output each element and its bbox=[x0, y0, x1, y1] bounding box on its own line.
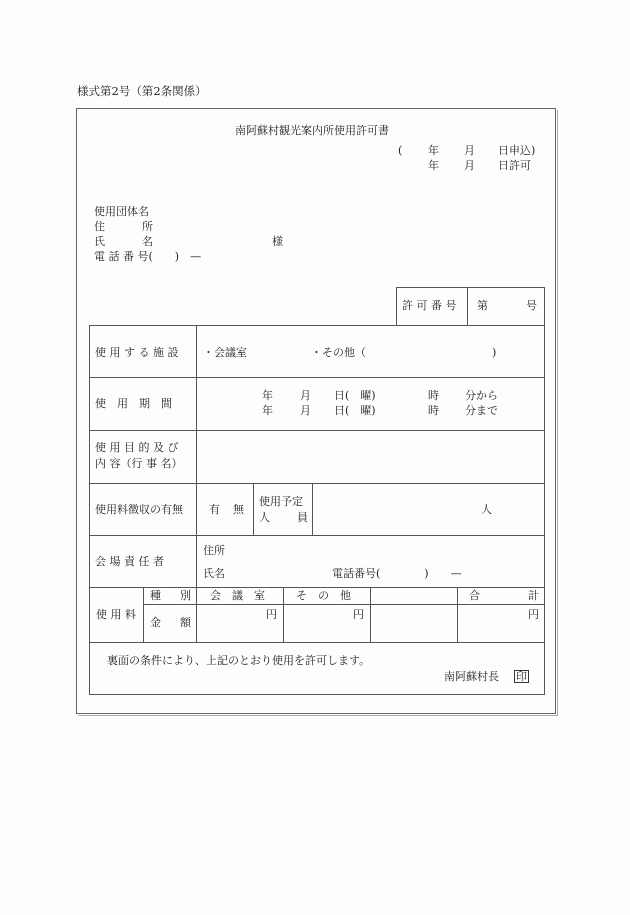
permit-number-label: 許 可 番 号 bbox=[402, 299, 457, 312]
permit-statement: 裏面の条件により、上記のとおり使用を許可します。 bbox=[107, 654, 371, 667]
purpose-label: 使 用 目 的 及 び bbox=[95, 441, 179, 454]
facility-option-other[interactable]: ・その他（ bbox=[311, 346, 366, 359]
seal-icon: 印 bbox=[516, 670, 527, 683]
fee-collection-label: 使用料徴収の有無 bbox=[95, 503, 183, 516]
purpose-field[interactable] bbox=[197, 431, 544, 483]
signer: 南阿蘇村長 bbox=[444, 670, 499, 683]
facility-option-meeting-room[interactable]: ・会議室 bbox=[203, 346, 247, 359]
phone-label: 電 話 番 号( ) — bbox=[94, 250, 202, 263]
form-label: 様式第2号（第2条関係） bbox=[77, 84, 207, 98]
org-label: 使用団体名 bbox=[94, 205, 149, 218]
document-title: 南阿蘇村観光案内所使用許可書 bbox=[235, 124, 389, 137]
people-unit: 人 bbox=[481, 503, 492, 516]
facility-label: 使 用 す る 施 設 bbox=[95, 346, 179, 359]
fee-yes[interactable]: 有 bbox=[209, 503, 220, 516]
honorific: 様 bbox=[272, 235, 283, 248]
fee-label: 使 用 料 bbox=[96, 608, 136, 621]
period-label: 使 用 期 間 bbox=[95, 397, 172, 410]
fee-no[interactable]: 無 bbox=[233, 503, 244, 516]
manager-label: 会 場 責 任 者 bbox=[95, 555, 164, 568]
